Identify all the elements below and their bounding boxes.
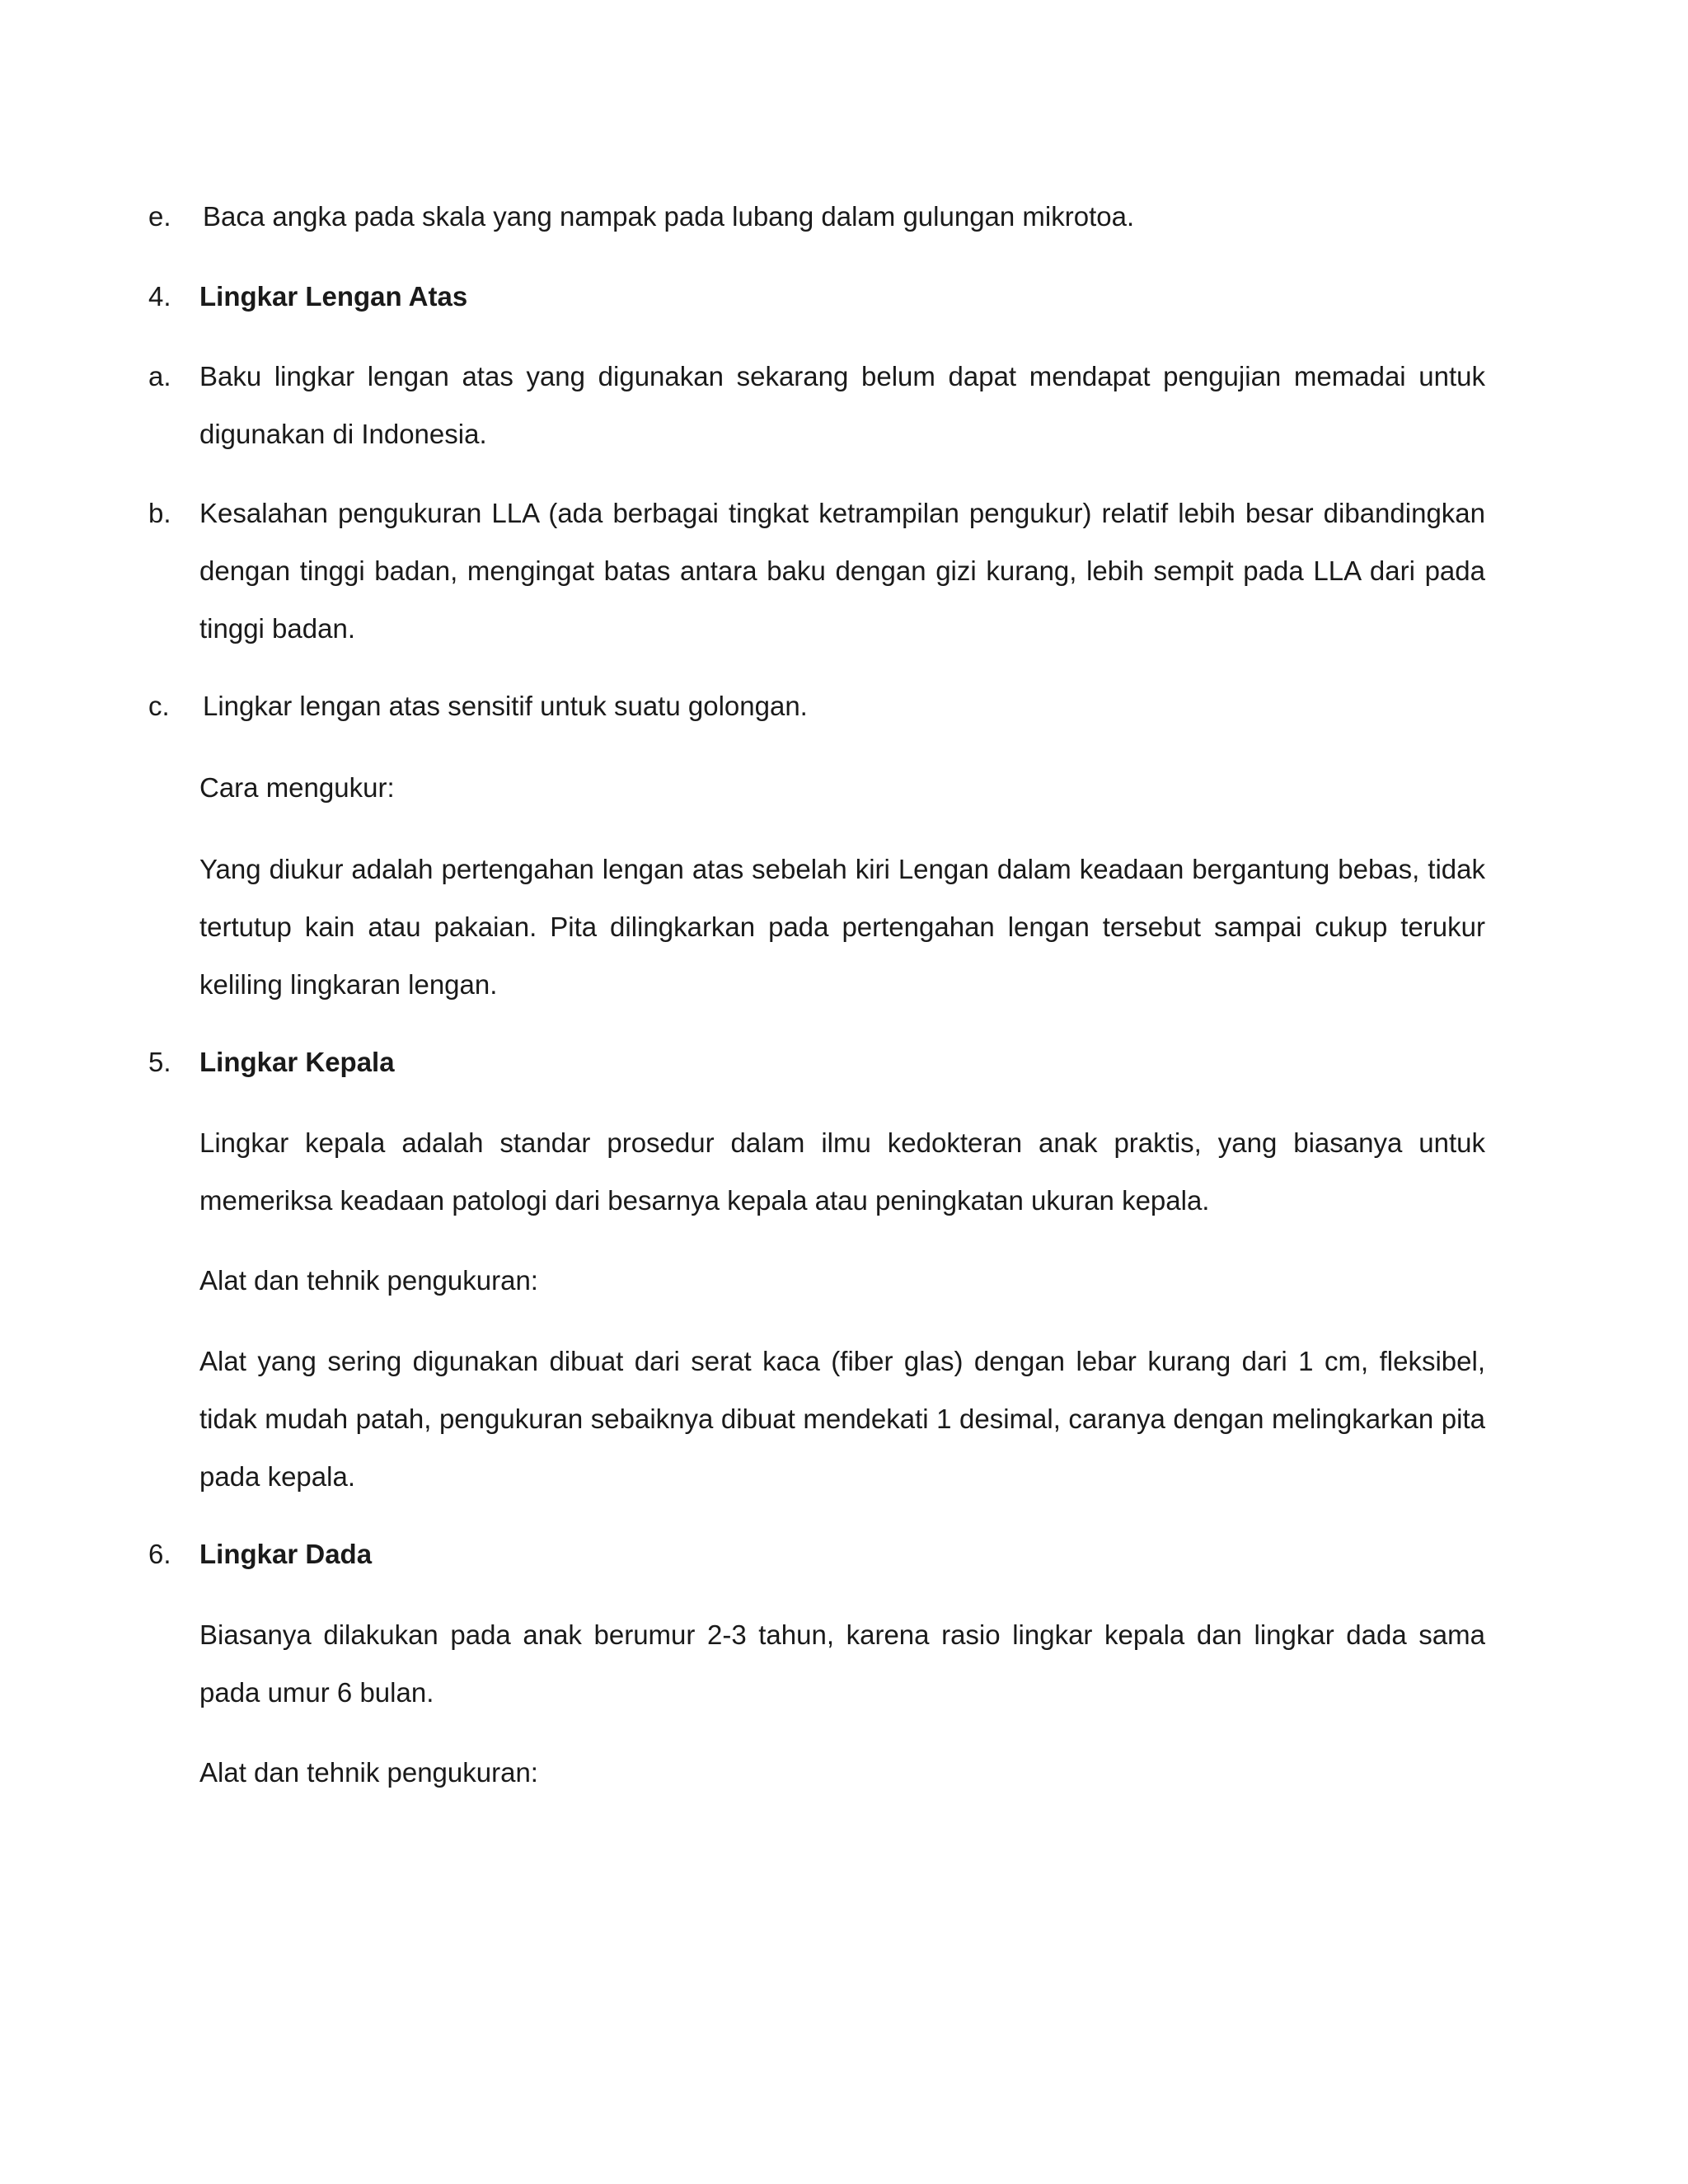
list-item-text: Baku lingkar lengan atas yang digunakan sekarang belum dapat mendapat pengujian memadai untuk digunakan di Indonesia. <box>199 361 1485 449</box>
list-marker: c. <box>148 691 170 721</box>
paragraph-text: Biasanya dilakukan pada anak berumur 2-3 tahun, karena rasio lingkar kepala dan lingkar dada sama pada umur 6 bulan. <box>199 1619 1485 1708</box>
paragraph-label: Alat dan tehnik pengukuran: <box>199 1265 538 1296</box>
section-title: Lingkar Lengan Atas <box>199 281 468 312</box>
paragraph-label: Alat dan tehnik pengukuran: <box>199 1757 538 1788</box>
paragraph-text: Alat yang sering digunakan dibuat dari serat kaca (fiber glas) dengan lebar kurang dari 1 cm, fleksibel, tidak mudah patah, pengukuran sebaiknya dibuat mendekati 1 desimal, caranya dengan melingkarkan pita pada kepala. <box>199 1346 1485 1492</box>
section-number: 4. <box>148 281 171 312</box>
list-item-text: Lingkar lengan atas sensitif untuk suatu golongan. <box>203 691 808 721</box>
list-marker: e. <box>148 201 171 232</box>
section-title: Lingkar Kepala <box>199 1047 395 1077</box>
section-number: 5. <box>148 1047 171 1077</box>
list-item-text: Kesalahan pengukuran LLA (ada berbagai tingkat ketrampilan pengukur) relatif lebih besar dibandingkan dengan tinggi badan, mengingat batas antara baku dengan gizi kurang, lebih sempit pada LLA dari pada tinggi badan. <box>199 498 1485 644</box>
paragraph-text: Yang diukur adalah pertengahan lengan atas sebelah kiri Lengan dalam keadaan bergantung bebas, tidak tertutup kain atau pakaian. Pita dilingkarkan pada pertengahan lengan tersebut sampai cukup terukur keliling lingkaran lengan. <box>199 854 1485 1000</box>
paragraph-label: Cara mengukur: <box>199 772 395 803</box>
section-title: Lingkar Dada <box>199 1539 373 1569</box>
list-item-text: Baca angka pada skala yang nampak pada lubang dalam gulungan mikrotoa. <box>203 201 1135 232</box>
list-marker: a. <box>148 361 171 391</box>
paragraph-text: Lingkar kepala adalah standar prosedur dalam ilmu kedokteran anak praktis, yang biasanya untuk memeriksa keadaan patologi dari besarnya kepala atau peningkatan ukuran kepala. <box>199 1127 1485 1216</box>
list-marker: b. <box>148 498 171 528</box>
section-number: 6. <box>148 1539 171 1569</box>
